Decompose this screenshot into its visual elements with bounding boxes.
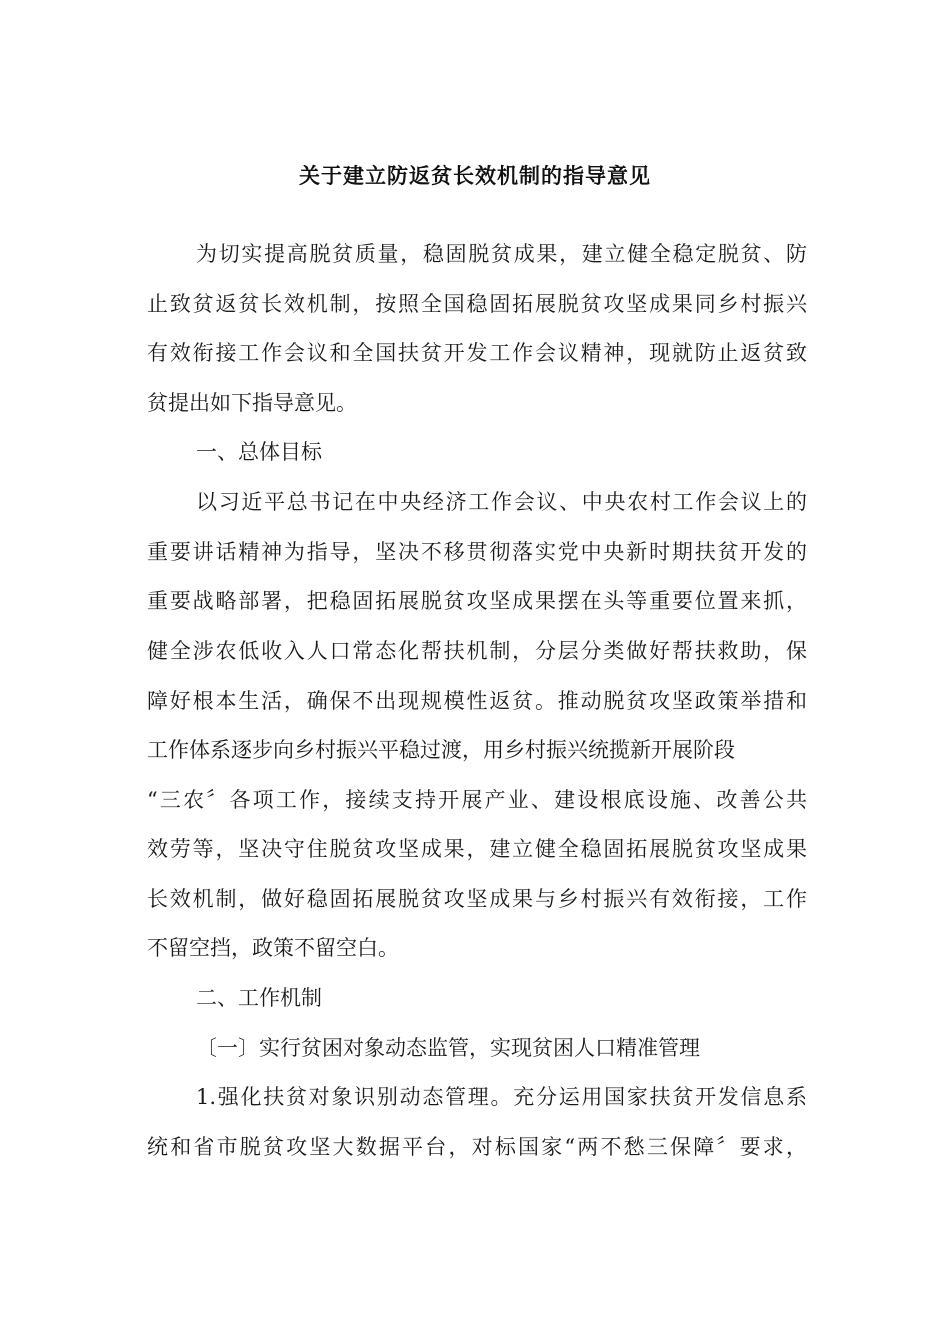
section-2-heading: 二、工作机制 (196, 986, 322, 1010)
subsection-1-heading: 〔一〕实行贫困对象动态监管，实现贫困人口精准管理 (196, 1036, 700, 1060)
section-1-line-6: 工作体系逐步向乡村振兴平稳过渡，用乡村振兴统揽新开展阶段 (147, 738, 735, 762)
section-1-line-1: 以习近平总书记在中央经济工作会议、中央农村工作会议上的 (196, 490, 807, 514)
section-1-line-8: 效劳等，坚决守住脱贫攻坚成果，建立健全稳固拓展脱贫攻坚成果 (147, 837, 807, 861)
section-1-heading: 一、总体目标 (196, 440, 322, 464)
section-1-line-2: 重要讲话精神为指导，坚决不移贯彻落实党中央新时期扶贫开发的 (147, 540, 807, 564)
item-1-line-1: 1.强化扶贫对象识别动态管理。充分运用国家扶贫开发信息系 (196, 1085, 807, 1109)
section-1-line-9: 长效机制，做好稳固拓展脱贫攻坚成果与乡村振兴有效衔接，工作 (147, 887, 807, 911)
document-title: 关于建立防返贫长效机制的指导意见 (299, 163, 651, 188)
section-1-line-10: 不留空挡，政策不留空白。 (147, 936, 399, 960)
section-1-line-5: 障好根本生活，确保不出现规模性返贫。推动脱贫攻坚政策举措和 (147, 689, 807, 713)
intro-line-1: 为切实提高脱贫质量，稳固脱贫成果，建立健全稳定脱贫、防 (196, 242, 807, 266)
intro-line-2: 止致贫返贫长效机制，按照全国稳固拓展脱贫攻坚成果同乡村振兴 (147, 292, 807, 316)
intro-line-3: 有效衔接工作会议和全国扶贫开发工作会议精神，现就防止返贫致 (147, 341, 807, 365)
intro-line-4: 贫提出如下指导意见。 (147, 391, 357, 415)
section-1-line-4: 健全涉农低收入人口常态化帮扶机制，分层分类做好帮扶救助，保 (147, 639, 807, 663)
section-1-line-7: “三农〞各项工作，接续支持开展产业、建设根底设施、改善公共 (147, 788, 807, 812)
item-1-line-2: 统和省市脱贫攻坚大数据平台，对标国家“两不愁三保障〞要求， (147, 1135, 807, 1159)
section-1-line-3: 重要战略部署，把稳固拓展脱贫攻坚成果摆在头等重要位置来抓， (147, 589, 807, 613)
